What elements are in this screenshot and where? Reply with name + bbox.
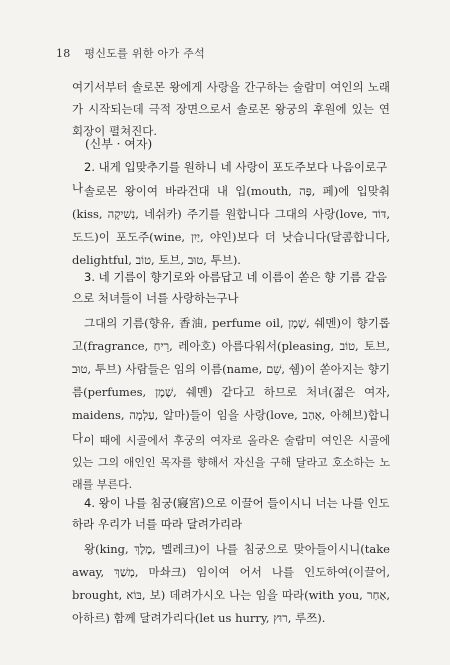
- narrative-note: [72, 430, 390, 496]
- narrative-note-text: 이 때에 시골에서 후궁의 여자로 올라온 술람미 여인은 시골에 있는 그의 애인인 목자를 향해서 자신을 구해 달라고 호소하는 노래를 부른다.: [72, 434, 390, 491]
- verse-2-heading: 2. 내게 입맞추기를 원하니 네 사랑이 포도주보다 나음이로구나: [72, 160, 388, 195]
- verse-2-body: 솔로몬 왕이여 바라건대 내 입(mouth, פֶּה, 페)에 입맞춰(kiss, נְשִׁיקָה, 네쉬카) 주기를 원합니다 그대의 사랑(love, דּוֹד, 도드)이 포도주(wine, יַיִן, 야인)보다 더 낫습니다(달콤합니다, delightful, טוֹב, 토브, טוּב, 투브).: [72, 184, 391, 267]
- verse-4-heading: 4. 왕이 나를 침궁(寢宮)으로 이끌어 들이시니 너는 나를 인도하라 우리가 너를 따라 달려가리라: [72, 496, 390, 531]
- page-number: 18: [56, 47, 71, 60]
- verse-4-commentary: [72, 538, 390, 630]
- verse-2-commentary: [72, 180, 390, 272]
- intro-paragraph: 여기서부터 솔로몬 왕에게 사랑을 간구하는 술람미 여인의 노래가 시작되는데 극적 장면으로서 솔로몬 왕궁의 후원에 있는 연회장이 펼쳐진다.: [72, 80, 390, 138]
- book-title: 평신도를 위한 아가 주석: [84, 47, 206, 60]
- verse-4-body: 왕(king, מֶלֶךְ, 멜레크)이 나를 침궁으로 맞아들이시니(take away, מָשַׁךְ, 마솨크) 임이여 어서 나를 인도하여(이끌어, brought, בּוֹא, 보) 데려가시오 나는 임을 따라(with you, אַחַר, 아하르) 함께 달려가리다(let us hurry, רוּץ, 루쯔).: [72, 542, 391, 625]
- running-header: [56, 45, 205, 61]
- verse-3-heading: 3. 네 기름이 향기로와 아름답고 네 이름이 쏟은 향 기름 같음으로 처녀들이 너를 사랑하는구나: [72, 270, 388, 305]
- verse-3-body: 그대의 기름(향유, 香油, perfume oil, שֶׁמֶן, 쉐멘)이 향기롭고(fragrance, רֵיחַ, 레아호) 아름다워서(pleasing, טוֹב, 토브, טוּב, 투브) 사람들은 임의 이름(name, שֵׁם, 쉠)이 쏟아지는 향기름(perfumes, שֶׁמֶן, 쉐멘) 같다고 하므로 처녀(젊은 여자, maidens, עַלְמָה, 알마)들이 임을 사랑(love, אָהַב, 아헤브)합니다.: [72, 316, 391, 445]
- section-label: (신부 · 여자): [85, 137, 153, 151]
